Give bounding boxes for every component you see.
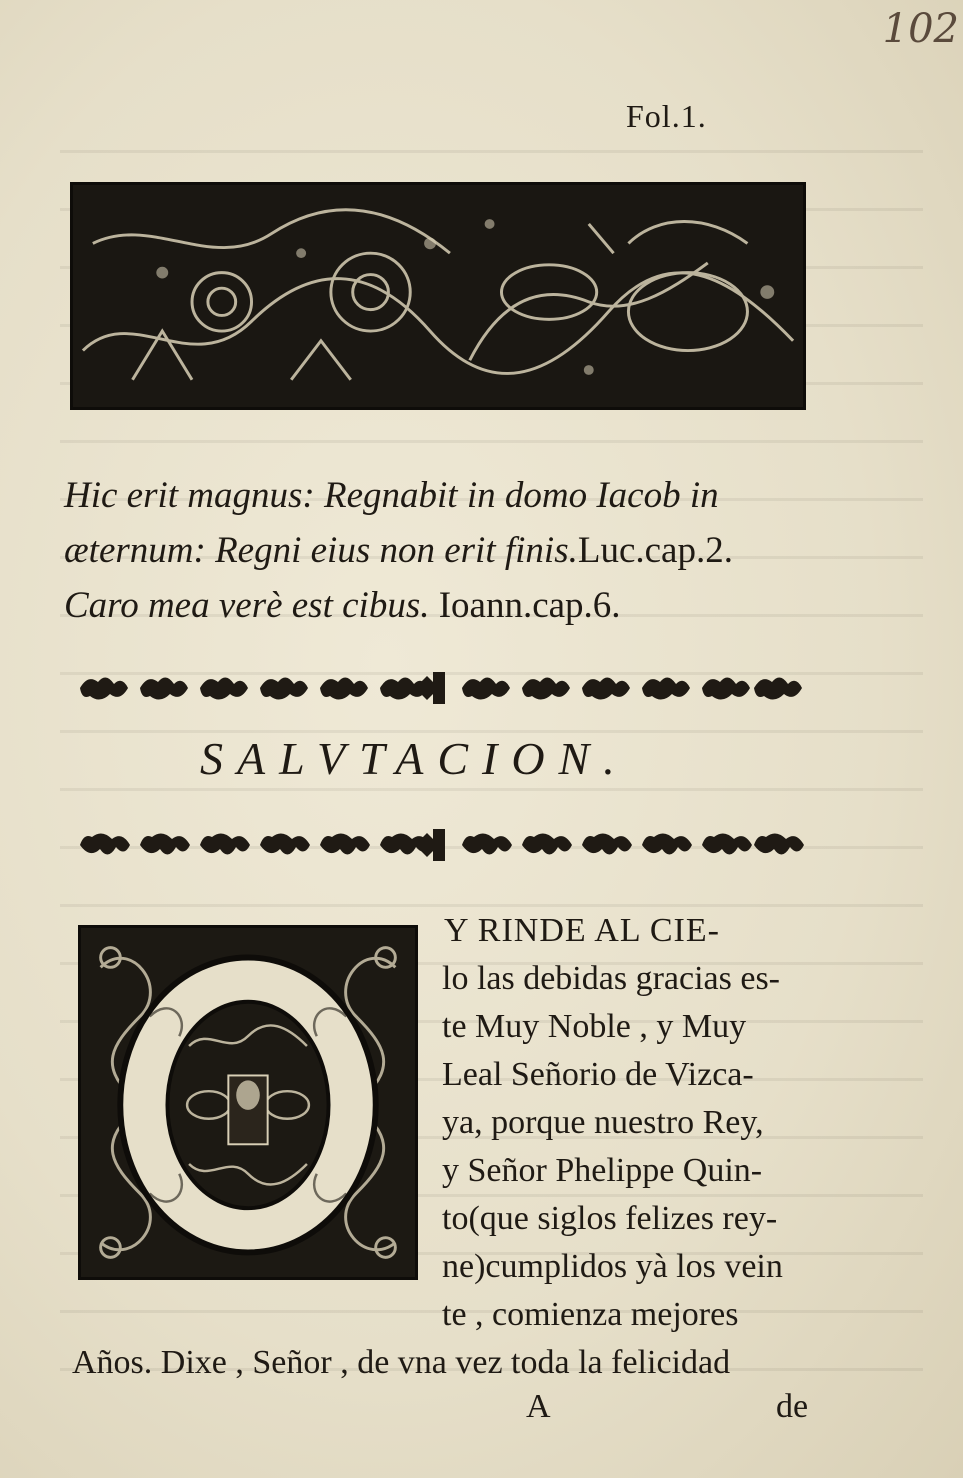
epigraph-text: æternum: Regni eius non erit finis. [64,530,578,571]
body-line-3: te Muy Noble , y Muy [442,1008,747,1045]
manuscript-number: 102 [882,6,959,52]
body-line-8: ne)cumplidos yà los vein [442,1248,783,1285]
epigraph-citation: Ioann.cap.6. [429,585,621,626]
epigraph-line-3 [64,578,824,633]
woodcut-headpiece-image [70,182,806,410]
section-title: SALVTACION. [200,733,629,784]
body-line-10: Años. Dixe , Señor , de vna vez toda la felicidad [72,1344,731,1381]
epigraph-text: Hic erit magnus: Regnabit in domo Iacob in [64,475,719,516]
epigraph-citation: Luc.cap.2. [577,530,733,571]
historiated-initial-O-image [78,925,418,1280]
body-line-4: Leal Señorio de Vizca- [442,1056,754,1093]
body-line-7: to(que siglos felizes rey- [442,1200,778,1237]
body-line-1: Y RINDE AL CIE- [444,912,720,949]
epigraph-line-1 [64,468,824,523]
epigraph-line-2 [64,523,824,578]
signature-mark: A [526,1388,551,1425]
catchword: de [776,1388,809,1425]
folio-number: Fol.1. [626,98,707,134]
body-line-2: lo las debidas gracias es- [442,960,780,997]
epigraph-text: Caro mea verè est cibus. [64,585,430,626]
body-line-9: te , comienza mejores [442,1296,739,1333]
fleuron-ornament-band [72,668,806,708]
fleuron-ornament-band [72,825,806,865]
body-line-5: ya, porque nuestro Rey, [442,1104,764,1141]
body-line-6: y Señor Phelippe Quin- [442,1152,763,1189]
epigraph [64,468,824,633]
